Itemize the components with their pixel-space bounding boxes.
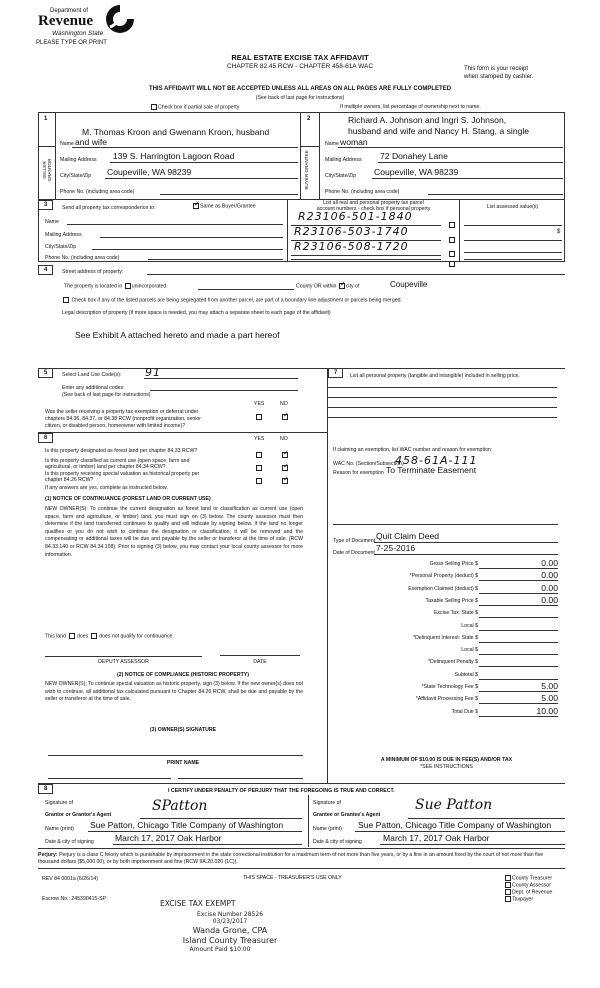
divider: [308, 795, 309, 847]
yes-checkbox[interactable]: [256, 478, 262, 484]
buyer-grantee-label: BUYER GRANTEE: [304, 150, 309, 190]
amount-value[interactable]: 0.00: [541, 594, 558, 605]
label: Mailing Address: [60, 157, 97, 163]
question: citizen, or disabled person, homeowner with limited income)?: [45, 423, 186, 429]
label: Grantee or Grantee's Agent: [313, 812, 381, 818]
amount-label: Local $: [461, 622, 478, 629]
label: city of: [345, 283, 360, 290]
warning: THIS AFFIDAVIT WILL NOT BE ACCEPTED UNLESS ALL AREAS ON ALL PAGES ARE FULLY COMPLETED: [148, 86, 452, 92]
form-title: REAL ESTATE EXCISE TAX AFFIDAVIT: [231, 53, 369, 62]
no-checkbox[interactable]: [282, 478, 288, 484]
document-type[interactable]: Quit Claim Deed: [376, 531, 440, 541]
stamp-line: EXCISE TAX EXEMPT: [160, 899, 236, 908]
heading: (3) OWNER(S) SIGNATURE: [149, 727, 217, 733]
dollar-sign: $: [557, 229, 561, 235]
label: Reason for exemption: [333, 470, 384, 476]
grantor-name[interactable]: Sue Patton, Chicago Title Company of Washington: [90, 820, 284, 830]
same-as-buyer-check[interactable]: [192, 203, 256, 209]
text: Perjury is a class C felony which is punishable by imprisonment in the state correctional institution for a maximum term of not more than five years, or by a fine in an amount fixed by the court of not more than five thousand dollars ($5,000.00), or by both imprisonment and fine (RCW 9A.20.020 (1C)).: [38, 852, 544, 865]
label: County OR within: [296, 283, 337, 290]
amount-label: *State Technology Fee $: [421, 684, 478, 690]
notice-text: NEW OWNER(S): To continue special valuation as historic property, sign (3) below. If the new owner(s) does not wish to continue, all additional tax calculated pursuant to Chapter 84.26 RCW, shall be due and payable by the seller or transferor at the time of sale.: [45, 681, 303, 703]
partial-label: Check box if partial sale of property: [158, 104, 240, 111]
label: Taxpayer: [512, 896, 534, 903]
question: chapter 84.26 RCW?: [45, 477, 94, 483]
seller-city-state-zip[interactable]: Coupeville, WA 98239: [107, 167, 192, 177]
seller-phone[interactable]: [160, 194, 298, 195]
land-use-code[interactable]: 91: [145, 366, 161, 379]
stamp-line: Amount Paid $10.00: [189, 946, 251, 953]
amount-value[interactable]: 0.00: [541, 570, 558, 581]
amount-label: *Delinquent Interest: State $: [413, 634, 478, 641]
buyer-name-line1[interactable]: Richard A. Johnson and Ingri S. Johnson,: [348, 115, 507, 125]
section-6-num: 6: [38, 433, 53, 443]
copy-checkbox[interactable]: [504, 882, 551, 888]
checkbox[interactable]: [505, 882, 511, 888]
amount-value[interactable]: 10.00: [536, 705, 558, 716]
assessed-value[interactable]: [464, 225, 562, 226]
label: Mailing Address: [45, 232, 82, 238]
buyer-mailing-address[interactable]: 72 Donahey Lane: [380, 151, 448, 161]
yes-checkbox[interactable]: [256, 414, 262, 420]
wac-number[interactable]: 458-61A-111: [395, 454, 478, 467]
yes-checkbox[interactable]: [256, 465, 262, 471]
seller-name-line2[interactable]: and wife: [75, 137, 108, 147]
assessor-signature[interactable]: [45, 656, 202, 657]
section-4-num: 4: [38, 265, 53, 275]
correspondence-city[interactable]: [92, 249, 283, 250]
certification: I CERTIFY UNDER PENALTY OF PERJURY THAT THE FOREGOING IS TRUE AND CORRECT.: [168, 788, 395, 794]
seller-grantor-label: SELLER GRANTOR: [42, 158, 52, 182]
label: Phone No. (including area code): [60, 189, 135, 195]
street-address-field[interactable]: [147, 274, 565, 275]
section-1-num: 1: [44, 116, 48, 122]
checkbox[interactable]: [505, 889, 511, 895]
partial-sale-check[interactable]: [150, 104, 239, 110]
question: Is this property receiving special valuation as historical property per: [45, 471, 200, 477]
label: Date of Document: [333, 550, 375, 556]
document-date[interactable]: 7-25-2016: [376, 543, 416, 553]
buyer-name-line3[interactable]: woman: [340, 137, 368, 147]
copy-checkbox[interactable]: [504, 896, 533, 902]
stamp-line: Wanda Grone, CPA: [192, 926, 268, 935]
label: Send all property tax correspondence to:: [62, 205, 156, 211]
yes-checkbox[interactable]: [256, 452, 262, 458]
county-field[interactable]: [198, 289, 294, 290]
receipt-note-2: when stamped by cashier.: [464, 74, 534, 80]
does-not-checkbox[interactable]: [91, 633, 97, 639]
label: YES: [254, 436, 265, 442]
location-line: [64, 283, 166, 289]
parcel-number[interactable]: R23106-508-1720: [294, 240, 409, 253]
label: Phone No. (including area code): [325, 189, 400, 195]
additional-codes-field[interactable]: [150, 390, 298, 391]
label: (See back of last page for instructions): [62, 392, 151, 398]
amount-label: Local $: [461, 647, 478, 654]
checkbox[interactable]: [449, 261, 455, 267]
label: This land: [45, 633, 67, 640]
label: List all personal property (tangible and intangible) included in selling price.: [350, 373, 520, 379]
assessed-value[interactable]: [464, 240, 562, 241]
label: Mailing Address: [325, 157, 362, 163]
label: NO: [280, 401, 288, 407]
seller-name-line1[interactable]: M. Thomas Kroon and Gwenann Kroon, husband: [82, 127, 270, 137]
no-checkbox[interactable]: [282, 465, 288, 471]
label: Date & city of signing: [313, 839, 362, 845]
checkbox[interactable]: [151, 104, 157, 110]
stamp-line: Island County Treasurer: [182, 936, 278, 945]
stamp-line: Excise Number 28526: [196, 911, 264, 918]
logo-dept: Department of: [50, 8, 89, 14]
label: Dept. of Revenue: [512, 889, 553, 896]
label: YES: [254, 401, 265, 407]
label: If claiming an exemption, list WAC number and reason for exemption:: [333, 447, 493, 453]
heading: (2) NOTICE OF COMPLIANCE (HISTORIC PROPERTY): [117, 672, 249, 678]
form-subtitle: CHAPTER 82.45 RCW - CHAPTER 458-61A WAC: [226, 63, 374, 70]
label: Legal description of property (if more space is needed, you may attach a separate sheet to each page of the affidavit): [62, 310, 331, 316]
section-5-num: 5: [38, 368, 53, 378]
label: Check box if any of the listed parcels are being segregated from another parcel, are part of a boundary line adjustment or parcels being merged.: [71, 297, 402, 304]
question: Is this property designated as forest land per chapter 84.33 RCW?: [45, 448, 198, 454]
amount-label: Gross Selling Price $: [429, 561, 478, 567]
buyer-city-state-zip[interactable]: Coupeville, WA 98239: [374, 167, 459, 177]
buyer-phone[interactable]: [428, 194, 563, 195]
receipt-note: This form is your receipt: [464, 66, 529, 72]
label: Street address of property:: [62, 269, 124, 275]
parcel-number[interactable]: R23106-501-1840: [298, 210, 413, 223]
label: Name: [60, 141, 74, 147]
section-2-num: 2: [307, 116, 311, 122]
no-checkbox[interactable]: [282, 414, 288, 420]
heading: (1) NOTICE OF CONTINUANCE (FOREST LAND OR CURRENT USE): [45, 496, 211, 502]
multiple-owners-note: If multiple owners, list percentage of ownership next to name.: [340, 104, 481, 110]
label: Signature of: [45, 800, 73, 806]
amount-label: *Personal Property (deduct) $: [409, 573, 478, 580]
label: County Assessor: [512, 882, 551, 889]
checkbox[interactable]: [449, 222, 455, 228]
segregated-checkbox[interactable]: [63, 297, 69, 303]
label: City/State/Zip: [45, 244, 77, 250]
grantor-date[interactable]: March 17, 2017 Oak Harbor: [115, 833, 222, 843]
label: NO: [280, 436, 288, 442]
label: DATE: [253, 659, 267, 665]
section-7-num: 7: [328, 368, 343, 378]
label: The property is located in: [64, 283, 123, 290]
checkbox[interactable]: [449, 237, 455, 243]
see-back: (See back of last page for instructions): [255, 95, 345, 101]
question: Is this property classified as current use (open space, farm and: [45, 458, 190, 464]
label: City/State/Zip: [60, 173, 92, 179]
please-type: PLEASE TYPE OR PRINT: [36, 40, 107, 46]
copy-checkbox[interactable]: [504, 889, 552, 895]
checkbox[interactable]: [505, 896, 511, 902]
amount-value[interactable]: 5.00: [541, 693, 558, 704]
label: PRINT NAME: [166, 760, 200, 766]
no-checkbox[interactable]: [282, 452, 288, 458]
question: Was the seller receiving a property tax exemption or deferral under: [45, 409, 199, 415]
checkbox[interactable]: [505, 875, 511, 881]
label: account numbers - check box if personal property: [316, 206, 431, 212]
logo-state: Washington State: [52, 30, 104, 37]
amount-value[interactable]: 5.00: [541, 681, 558, 691]
label: Same as Buyer/Grantee: [200, 203, 256, 210]
amount-value[interactable]: 0.00: [541, 582, 558, 593]
label: Type of Document: [333, 538, 376, 544]
label: County Treasurer: [512, 875, 553, 882]
question: agricultural, or timber) land per chapter 84.34 RCW?: [45, 464, 166, 470]
amount-label: Excise Tax: State $: [433, 610, 478, 617]
city-value[interactable]: Coupeville: [390, 280, 428, 289]
assessed-value[interactable]: [464, 259, 562, 260]
label: unincorporated: [131, 283, 167, 290]
label: Grantor or Grantor's Agent: [45, 812, 112, 818]
label: Perjury:: [38, 852, 58, 858]
form-revision: REV 84 0001a (6/26/14): [42, 876, 98, 882]
label: Signature of: [313, 800, 341, 806]
label: Enter any additional codes:: [62, 385, 125, 391]
treasurer-use: THIS SPACE - TREASURER'S USE ONLY: [243, 875, 342, 881]
amount-label: *Affidavit Processing Fee $: [415, 696, 478, 703]
grantee-signature[interactable]: Sue Patton: [415, 797, 493, 813]
label: Phone No. (including area code): [45, 255, 120, 261]
checkbox[interactable]: [193, 203, 199, 209]
print-name-field[interactable]: [48, 778, 171, 779]
label: *SEE INSTRUCTIONS: [420, 764, 473, 770]
amount-label: Subtotal $: [454, 671, 478, 678]
legal-description[interactable]: See Exhibit A attached hereto and made a part hereof: [75, 330, 280, 340]
label: Name (print): [313, 826, 342, 832]
grantor-signature[interactable]: SPatton: [152, 798, 208, 814]
amount-label: Taxable Selling Price $: [425, 597, 478, 604]
escrow-number: Escrow No.: 245390415-SP: [42, 896, 107, 902]
copy-checkbox[interactable]: [504, 875, 552, 881]
logo-revenue: Revenue: [38, 13, 93, 29]
label: Name: [45, 219, 59, 225]
dor-logo-icon: [104, 3, 136, 35]
amount-value[interactable]: 0.00: [541, 558, 558, 568]
owner-signature[interactable]: [48, 755, 303, 756]
amount-label: Exemption Claimed (deduct) $: [408, 585, 478, 592]
left-column: [38, 368, 328, 783]
section-3-num: 3: [38, 200, 53, 210]
print-name-field[interactable]: [178, 778, 303, 779]
stamp-line: 03/23/2017: [212, 918, 248, 925]
question: chapters 84.36, 84.37, or 84.38 RCW (nonprofit organization, senior: [45, 416, 202, 422]
grantee-name[interactable]: Sue Patton, Chicago Title Company of Washington: [358, 820, 552, 830]
correspondence-phone[interactable]: [148, 259, 283, 260]
label: does not qualify for continuance.: [99, 633, 174, 640]
correspondence-name[interactable]: [67, 224, 283, 225]
perjury-notice: [38, 852, 565, 866]
seller-mailing-address[interactable]: 139 S. Harrington Lagoon Road: [113, 151, 235, 161]
buyer-name-line2[interactable]: husband and wife and Nancy H. Stang, a single: [348, 126, 530, 136]
label: List all real and personal property tax parcel: [323, 200, 424, 206]
amount-label: Total Due $: [451, 708, 478, 715]
notice-text: NEW OWNER(S): To continue the current designation as forest land or classification as current use (open space, farm and agriculture, or timber) land, you must sign on (3) below. The county assessor must then determine if the land transferred continues to qualify and will indicate by signing below. If the land no longer qualifies or you do not wish to continue the designation or classification, it will be removed and the compensating or additional taxes will be due and payable by the seller or transferor at the time of sale. (RCW 84.33.140 or RCW 84.34.108). Prior to signing (3) below, you may contact your local county assessor for more information.: [45, 506, 303, 558]
unincorporated-checkbox[interactable]: [125, 283, 131, 289]
grantee-date[interactable]: March 17, 2017 Oak Harbor: [383, 833, 490, 843]
label: Select Land Use Code(s):: [62, 372, 122, 378]
label: City/State/Zip: [325, 173, 357, 179]
label: does: [76, 633, 89, 640]
section-8-num: 8: [38, 784, 53, 794]
city-checkbox[interactable]: [339, 283, 345, 289]
parcel-number[interactable]: R23106-503-1740: [294, 225, 409, 238]
label: List assessed value(s): [486, 204, 539, 210]
does-checkbox[interactable]: [69, 633, 75, 639]
minimum-notice: A MINIMUM OF $10.00 IS DUE IN FEE(S) AND/OR TAX: [380, 757, 513, 763]
amount-label: *Delinquent Penalty $: [428, 659, 478, 666]
label: Name (print): [45, 826, 74, 832]
assessed-value[interactable]: [464, 252, 562, 253]
label: Name: [325, 141, 339, 147]
exemption-reason[interactable]: To Terminate Easement: [386, 465, 477, 475]
assessor-date[interactable]: [220, 655, 300, 656]
label: Date & city of signing: [45, 839, 94, 845]
label: WAC No. (Section/Subsection): [333, 461, 404, 467]
correspondence-mail[interactable]: [100, 237, 283, 238]
label: DEPUTY ASSESSOR: [98, 659, 149, 665]
label: If any answers are yes, complete as instructed below.: [45, 485, 168, 491]
